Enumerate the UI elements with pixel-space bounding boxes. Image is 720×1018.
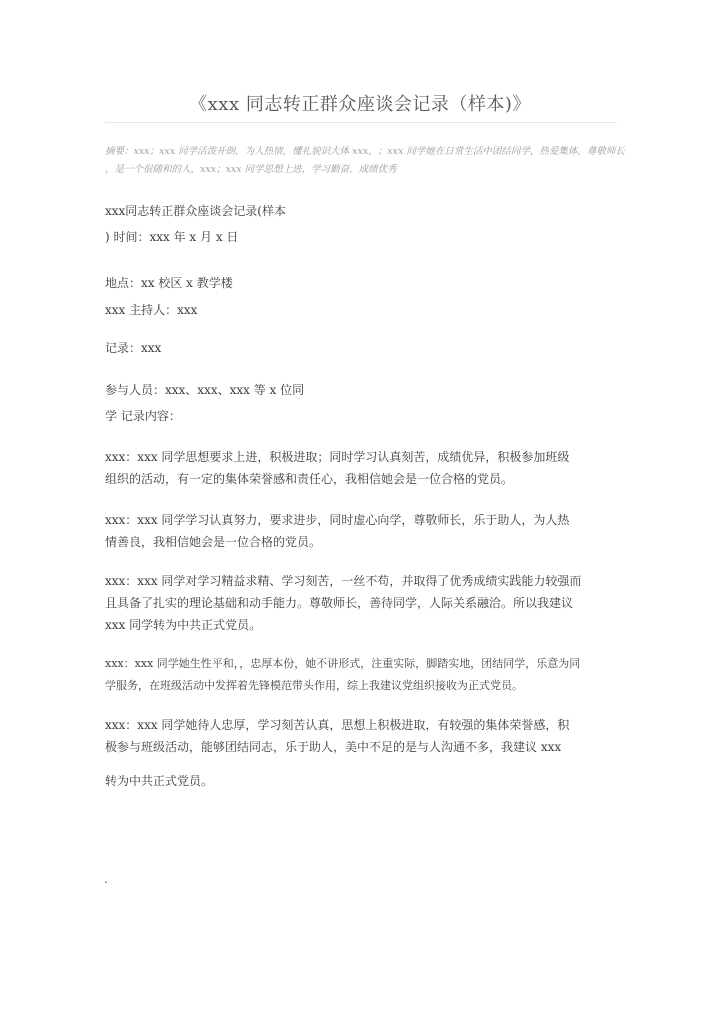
meeting-recorder: 记录：xxx	[105, 341, 162, 355]
record-paragraph-line: 情善良，我相信她会是一位合格的党员。	[105, 535, 322, 549]
record-paragraph-line: 学服务，在班级活动中发挥着先锋模范带头作用，综上我建议党组织接收为正式党员。	[105, 679, 523, 692]
record-paragraph-line: xxx：xxx 同学对学习精益求精、学习刻苦，一丝不苟，并取得了优秀成绩实践能力较强而	[105, 574, 582, 588]
abstract-line: ，是一个很随和的人，xxx；xxx 同学思想上进，学习勤奋，成绩优秀	[105, 164, 397, 175]
meeting-participants: 参与人员：xxx、xxx、xxx 等 x 位同	[105, 383, 305, 397]
footer-mark: .	[104, 872, 108, 886]
meeting-host: xxx 主持人：xxx	[105, 303, 198, 317]
title-divider	[105, 122, 617, 123]
record-paragraph-line: 组织的活动，有一定的集体荣誉感和责任心，我相信她会是一位合格的党员。	[105, 472, 514, 486]
record-paragraph-line: 极参与班级活动，能够团结同志，乐于助人，美中不足的是与人沟通不多，我建议 xxx	[105, 740, 562, 754]
meeting-time: ) 时间：xxx 年 x 月 x 日	[105, 230, 239, 244]
abstract	[105, 143, 635, 179]
record-paragraph-line: xxx：xxx 同学思想要求上进，积极进取；同时学习认真刻苦，成绩优异，积极参加班级	[105, 450, 570, 464]
record-content-label: 学 记录内容：	[105, 409, 181, 423]
record-paragraph-line: 转为中共正式党员。	[105, 774, 214, 788]
record-heading: xxx同志转正群众座谈会记录(样本	[105, 204, 286, 218]
record-paragraph-line: xxx 同学转为中共正式党员。	[105, 618, 262, 632]
meeting-place: 地点：xx 校区 x 教学楼	[105, 276, 233, 290]
record-paragraph-line: xxx：xxx 同学她待人忠厚，学习刻苦认真，思想上积极进取，有较强的集体荣誉感，积	[105, 718, 570, 732]
abstract-line: 摘要：xxx；xxx 同学活泼开朗，为人热情，懂礼貌识大体 xxx，；xxx 同学她在日常生活中团结同学，热爱集体，尊敬师长	[105, 146, 625, 157]
record-paragraph-line: xxx：xxx 同学学习认真努力，要求进步，同时虚心向学，尊敬师长，乐于助人，为人热	[105, 513, 570, 527]
record-paragraph-line: xxx：xxx 同学她生性平和，，忠厚本份，她不讲形式，注重实际，脚踏实地，团结同学，乐意为同	[105, 657, 581, 670]
document-title: 《xxx 同志转正群众座谈会记录（样本)》	[189, 94, 531, 115]
record-paragraph-line: 且具备了扎实的理论基础和动手能力。尊敬师长，善待同学，人际关系融洽。所以我建议	[105, 596, 574, 610]
